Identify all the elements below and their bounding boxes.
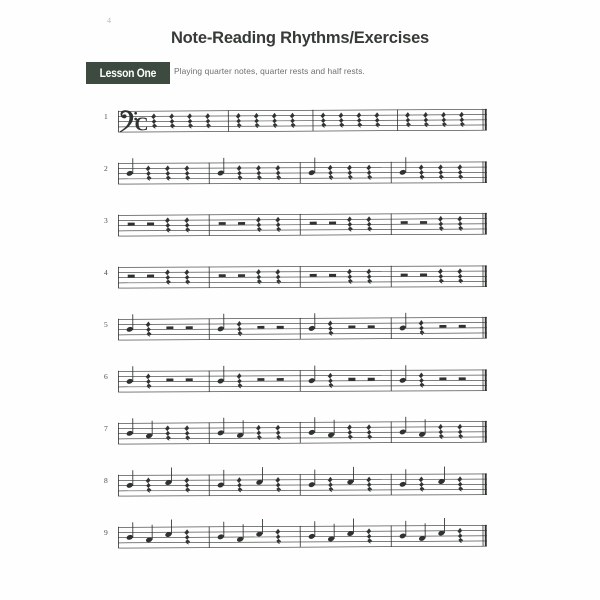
half-rest-glyph [128, 275, 135, 278]
staff-line [118, 385, 487, 387]
staff-line [118, 162, 487, 164]
final-barline-thin [483, 525, 484, 546]
quarter-rest-glyph [276, 217, 281, 232]
quarter-rest-glyph [458, 269, 463, 284]
quarter-rest-glyph [276, 425, 281, 440]
page-number: 4 [107, 16, 112, 25]
staff-line [118, 431, 487, 434]
half-rest-glyph [219, 222, 226, 225]
system-number: 2 [104, 164, 108, 173]
quarter-rest-glyph [187, 113, 192, 128]
quarter-rest-glyph [146, 478, 151, 493]
quarter-rest-glyph [237, 321, 242, 336]
quarter-note-glyph [126, 418, 134, 436]
quarter-rest-glyph [185, 478, 190, 493]
barline [209, 318, 210, 339]
quarter-rest-glyph [438, 424, 443, 439]
system-number: 8 [104, 476, 108, 485]
lesson-badge-label: Lesson One [99, 66, 157, 80]
half-rest-glyph [420, 221, 427, 224]
barline [300, 370, 301, 391]
quarter-note-glyph [126, 366, 134, 384]
quarter-note-glyph [164, 519, 172, 537]
staff-line [118, 109, 487, 112]
barline-start [118, 475, 119, 496]
barline [209, 422, 210, 443]
staff-line [118, 375, 487, 377]
staff-system [0, 96, 600, 148]
staff-system [0, 304, 600, 356]
staff-system [0, 408, 600, 460]
barline-start [118, 319, 119, 340]
quarter-rest-glyph [185, 217, 190, 232]
barline-start [118, 267, 119, 288]
quarter-rest-glyph [458, 528, 463, 543]
staff-line [118, 421, 487, 424]
half-rest-glyph [368, 378, 375, 381]
final-barline-thick [485, 473, 487, 494]
final-barline-thick [485, 213, 487, 234]
quarter-rest-glyph [169, 114, 174, 129]
half-rest-glyph [257, 378, 264, 381]
barline [391, 525, 392, 546]
quarter-rest-glyph [256, 165, 261, 180]
quarter-rest-glyph [328, 373, 333, 388]
staff[interactable] [118, 206, 487, 236]
quarter-rest-glyph [458, 424, 463, 439]
barline [300, 266, 301, 287]
quarter-rest-glyph [185, 166, 190, 181]
quarter-note-glyph [399, 521, 407, 539]
half-rest-glyph [219, 274, 226, 277]
barline [209, 162, 210, 183]
half-rest-glyph [186, 326, 193, 329]
quarter-rest-glyph [151, 114, 156, 129]
quarter-rest-glyph [375, 112, 380, 127]
half-rest-glyph [128, 223, 135, 226]
quarter-note-glyph [399, 365, 407, 383]
quarter-rest-glyph [347, 269, 352, 284]
final-barline-thin [483, 421, 484, 442]
quarter-note-glyph [217, 522, 225, 540]
staff-line [118, 442, 487, 445]
staff-line [118, 426, 487, 429]
quarter-note-glyph [437, 466, 445, 484]
quarter-rest-glyph [367, 529, 372, 544]
half-rest-glyph [329, 274, 336, 277]
page-title: Note-Reading Rhythms/Exercises [170, 29, 430, 47]
half-rest-glyph [401, 221, 408, 224]
quarter-rest-glyph [441, 112, 446, 127]
half-rest-glyph [147, 223, 154, 226]
barline [300, 162, 301, 183]
barline [209, 370, 210, 391]
quarter-rest-glyph [347, 165, 352, 180]
quarter-note-glyph [145, 525, 153, 543]
quarter-note-glyph [308, 313, 316, 331]
staff-system [0, 356, 600, 408]
quarter-rest-glyph [367, 269, 372, 284]
quarter-rest-glyph [405, 112, 410, 127]
quarter-note-glyph [308, 521, 316, 539]
system-number: 5 [104, 320, 108, 329]
staff-line [118, 182, 487, 184]
staff-line [118, 541, 487, 544]
quarter-rest-glyph [237, 477, 242, 492]
quarter-note-glyph [164, 468, 172, 486]
staff-line [118, 276, 487, 278]
quarter-rest-glyph [146, 374, 151, 389]
barline [391, 370, 392, 391]
staff-line [118, 177, 487, 179]
final-barline-thick [485, 265, 487, 286]
system-number: 6 [104, 372, 108, 381]
quarter-note-glyph [217, 418, 225, 436]
half-rest-glyph [277, 378, 284, 381]
staff[interactable] [118, 154, 487, 184]
staff[interactable] [118, 466, 487, 496]
quarter-rest-glyph [165, 218, 170, 233]
quarter-note-glyph [308, 417, 316, 435]
barline-start [118, 215, 119, 236]
quarter-note-glyph [126, 522, 134, 540]
staff-line [118, 525, 487, 528]
staff[interactable] [118, 102, 487, 136]
quarter-note-glyph [399, 417, 407, 435]
barline [391, 266, 392, 287]
staff-line [118, 535, 487, 538]
staff-line [118, 317, 487, 320]
final-barline-thin [483, 265, 484, 286]
quarter-note-glyph [346, 467, 354, 485]
quarter-rest-glyph [237, 165, 242, 180]
staff-line [118, 390, 487, 392]
quarter-rest-glyph [438, 216, 443, 231]
half-rest-glyph [459, 325, 466, 328]
final-barline-thick [485, 161, 487, 182]
barline-start [118, 163, 119, 184]
half-rest-glyph [277, 326, 284, 329]
quarter-note-glyph [308, 366, 316, 384]
barline [300, 214, 301, 235]
barline [391, 317, 392, 338]
barline-start [118, 111, 119, 132]
lesson-header [86, 62, 506, 84]
barline-start [118, 527, 119, 548]
barline [209, 474, 210, 495]
barline [391, 162, 392, 183]
quarter-rest-glyph [458, 165, 463, 180]
half-rest-glyph [147, 275, 154, 278]
lesson-badge [86, 62, 170, 84]
quarter-rest-glyph [328, 477, 333, 492]
quarter-rest-glyph [185, 270, 190, 285]
staff-line [118, 474, 487, 476]
staff[interactable] [118, 258, 487, 288]
final-barline-thin [483, 317, 484, 338]
staff[interactable] [118, 310, 487, 340]
quarter-rest-glyph [165, 166, 170, 181]
quarter-note-glyph [126, 314, 134, 332]
quarter-rest-glyph [367, 425, 372, 440]
final-barline-thick [485, 421, 487, 442]
quarter-rest-glyph [321, 113, 326, 128]
quarter-note-glyph [236, 524, 244, 542]
lesson-description: Playing quarter notes, quarter rests and half rests. [174, 66, 365, 76]
quarter-note-glyph [437, 518, 445, 536]
half-rest-glyph [310, 222, 317, 225]
quarter-note-glyph [217, 366, 225, 384]
quarter-rest-glyph [290, 113, 295, 128]
barline [313, 110, 314, 131]
quarter-rest-glyph [438, 269, 443, 284]
quarter-rest-glyph [367, 217, 372, 232]
quarter-rest-glyph [367, 165, 372, 180]
quarter-rest-glyph [357, 113, 362, 128]
final-barline-thick [485, 109, 487, 130]
staff-line [118, 437, 487, 440]
barline [300, 474, 301, 495]
barline [300, 526, 301, 547]
final-barline-thick [485, 369, 487, 390]
quarter-note-glyph [217, 470, 225, 488]
quarter-rest-glyph [146, 166, 151, 181]
barline [209, 266, 210, 287]
half-rest-glyph [348, 378, 355, 381]
staff-line [118, 322, 487, 325]
quarter-rest-glyph [347, 425, 352, 440]
quarter-rest-glyph [328, 165, 333, 180]
half-rest-glyph [166, 378, 173, 381]
staff-line [118, 218, 487, 221]
quarter-rest-glyph [419, 477, 424, 492]
quarter-rest-glyph [256, 269, 261, 284]
half-rest-glyph [368, 325, 375, 328]
half-rest-glyph [238, 274, 245, 277]
quarter-rest-glyph [276, 529, 281, 544]
quarter-rest-glyph [419, 165, 424, 180]
quarter-rest-glyph [347, 217, 352, 232]
quarter-rest-glyph [419, 320, 424, 335]
quarter-note-glyph [399, 313, 407, 331]
quarter-rest-glyph [339, 113, 344, 128]
staff-line [118, 338, 487, 341]
quarter-rest-glyph [256, 425, 261, 440]
quarter-note-glyph [145, 421, 153, 439]
svg-text:C: C [134, 114, 149, 136]
system-number: 3 [104, 216, 108, 225]
barline [397, 109, 398, 130]
barline [209, 214, 210, 235]
staff-system [0, 252, 600, 304]
quarter-note-glyph [399, 157, 407, 175]
quarter-note-glyph [217, 158, 225, 176]
final-barline-thin [483, 213, 484, 234]
quarter-rest-glyph [328, 321, 333, 336]
barline [391, 474, 392, 495]
quarter-note-glyph [126, 470, 134, 488]
staff-line [118, 167, 487, 169]
barline [228, 110, 229, 131]
staff-line [118, 130, 487, 133]
staff-line [118, 271, 487, 273]
staff-system [0, 460, 600, 512]
staff[interactable] [118, 518, 487, 548]
quarter-rest-glyph [419, 373, 424, 388]
staff-line [118, 333, 487, 336]
quarter-rest-glyph [438, 165, 443, 180]
quarter-note-glyph [399, 469, 407, 487]
staff-line [118, 266, 487, 268]
quarter-rest-glyph [185, 425, 190, 440]
staff-line [118, 229, 487, 232]
staff-line [118, 234, 487, 237]
half-rest-glyph [186, 378, 193, 381]
barline [300, 318, 301, 339]
half-rest-glyph [348, 325, 355, 328]
final-barline-thick [485, 525, 487, 546]
quarter-rest-glyph [458, 216, 463, 231]
quarter-rest-glyph [367, 477, 372, 492]
quarter-rest-glyph [237, 373, 242, 388]
quarter-rest-glyph [272, 113, 277, 128]
barline [300, 422, 301, 443]
half-rest-glyph [401, 274, 408, 277]
quarter-rest-glyph [276, 165, 281, 180]
final-barline-thin [483, 473, 484, 494]
common-time-signature [134, 114, 148, 135]
staff[interactable] [118, 414, 487, 444]
staff-line [118, 370, 487, 372]
quarter-rest-glyph [165, 426, 170, 441]
quarter-note-glyph [236, 420, 244, 438]
quarter-note-glyph [418, 523, 426, 541]
quarter-rest-glyph [423, 112, 428, 127]
system-number: 9 [104, 528, 108, 537]
barline [391, 421, 392, 442]
half-rest-glyph [238, 222, 245, 225]
half-rest-glyph [329, 222, 336, 225]
staff-system [0, 148, 600, 200]
half-rest-glyph [439, 377, 446, 380]
quarter-rest-glyph [458, 477, 463, 492]
quarter-note-glyph [255, 467, 263, 485]
quarter-rest-glyph [236, 113, 241, 128]
quarter-rest-glyph [459, 112, 464, 127]
barline [209, 526, 210, 547]
quarter-rest-glyph [185, 529, 190, 544]
staff-line [118, 489, 487, 491]
staff-line [118, 281, 487, 283]
staff-line [118, 546, 487, 549]
quarter-note-glyph [255, 519, 263, 537]
system-number: 1 [104, 112, 108, 121]
staff-line [118, 530, 487, 533]
final-barline-thick [485, 317, 487, 338]
staff-line [118, 494, 487, 496]
quarter-note-glyph [308, 470, 316, 488]
quarter-note-glyph [217, 314, 225, 332]
quarter-rest-glyph [146, 322, 151, 337]
barline [391, 213, 392, 234]
half-rest-glyph [310, 274, 317, 277]
half-rest-glyph [257, 326, 264, 329]
quarter-rest-glyph [254, 113, 259, 128]
quarter-note-glyph [126, 158, 134, 176]
half-rest-glyph [439, 325, 446, 328]
system-number: 4 [104, 268, 108, 277]
quarter-rest-glyph [276, 269, 281, 284]
staff-line [118, 484, 487, 486]
staff-line [118, 223, 487, 226]
staff[interactable] [118, 362, 487, 392]
quarter-rest-glyph [276, 477, 281, 492]
quarter-rest-glyph [256, 217, 261, 232]
staff-system [0, 200, 600, 252]
barline-start [118, 371, 119, 392]
quarter-note-glyph [308, 158, 316, 176]
staff-line [118, 479, 487, 481]
half-rest-glyph [420, 274, 427, 277]
quarter-note-glyph [418, 419, 426, 437]
staff-system [0, 512, 600, 564]
staff-systems [0, 96, 600, 564]
final-barline-thin [483, 369, 484, 390]
staff-line [118, 172, 487, 174]
quarter-note-glyph [327, 524, 335, 542]
staff-line [118, 213, 487, 216]
half-rest-glyph [459, 377, 466, 380]
quarter-note-glyph [346, 518, 354, 536]
final-barline-thin [483, 109, 484, 130]
barline-start [118, 423, 119, 444]
system-number: 7 [104, 424, 108, 433]
quarter-note-glyph [327, 420, 335, 438]
staff-line [118, 286, 487, 288]
quarter-rest-glyph [165, 270, 170, 285]
quarter-rest-glyph [205, 113, 210, 128]
final-barline-thin [483, 161, 484, 182]
half-rest-glyph [166, 326, 173, 329]
